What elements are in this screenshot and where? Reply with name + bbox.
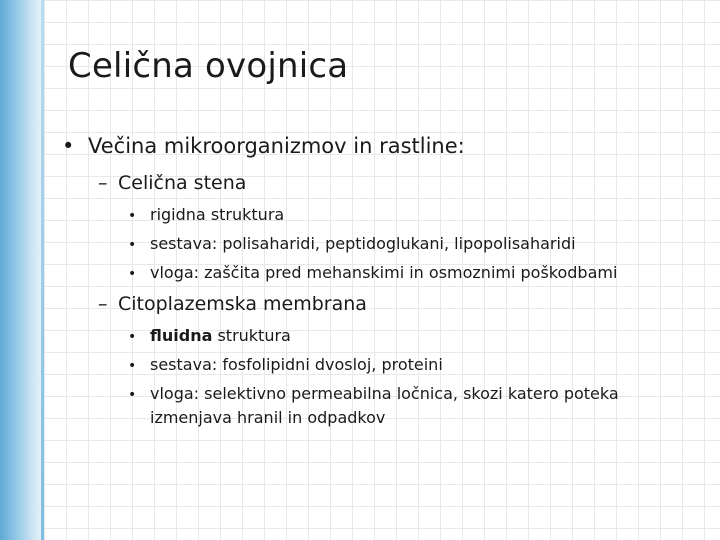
list-item [128, 205, 284, 224]
list-item [128, 234, 576, 253]
subheading-text: Citoplazemska membrana [118, 293, 367, 315]
list-item [128, 384, 619, 403]
list-item-text: sestava: fosfolipidni dvosloj, proteini [150, 355, 443, 374]
subheading-cell-wall [98, 172, 246, 194]
bullet-icon: • [128, 329, 137, 345]
bullet-icon: • [62, 134, 75, 158]
bullet-icon: • [128, 237, 137, 253]
subheading-text: Celična stena [118, 172, 247, 194]
decorative-side-bar [0, 0, 44, 540]
list-item-text: vloga: selektivno permeabilna ločnica, skozi katero poteka [150, 384, 619, 403]
bullet-icon: • [128, 387, 137, 403]
bullet-text: Večina mikroorganizmov in rastline: [88, 134, 465, 158]
subheading-membrane [98, 293, 367, 315]
list-item-text: rigidna struktura [150, 205, 285, 224]
list-item [128, 355, 443, 374]
list-item-text: vloga: zaščita pred mehanskimi in osmoznimi poškodbami [150, 263, 618, 282]
bold-term: fluidna [150, 326, 213, 345]
list-item-continuation: izmenjava hranil in odpadkov [150, 408, 386, 427]
list-item [128, 263, 617, 282]
bullet-level1 [62, 134, 465, 158]
bullet-icon: • [128, 208, 137, 224]
list-item-text: sestava: polisaharidi, peptidoglukani, lipopolisaharidi [150, 234, 576, 253]
dash-icon: – [98, 172, 108, 194]
dash-icon: – [98, 293, 108, 315]
bullet-icon: • [128, 358, 137, 374]
list-item-text: struktura [212, 326, 291, 345]
bullet-icon: • [128, 266, 137, 282]
list-item [128, 326, 291, 345]
slide-title: Celična ovojnica [68, 46, 349, 86]
